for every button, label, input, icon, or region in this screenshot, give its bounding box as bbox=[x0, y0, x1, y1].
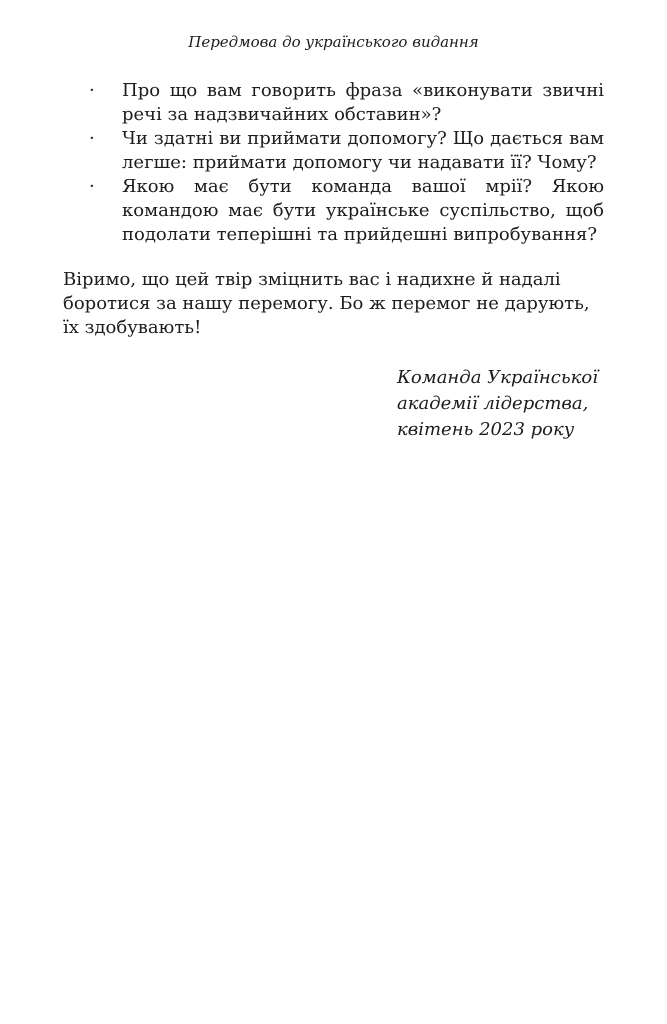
bullet-marker: · bbox=[89, 80, 95, 101]
list-item bbox=[63, 79, 604, 127]
signature-line: академії лідерства, bbox=[397, 393, 589, 414]
signature-line: Команда Української bbox=[397, 367, 598, 388]
list-item-text: Про що вам говорить фраза «виконувати звичні речі за надзвичайних обставин»? bbox=[122, 80, 604, 125]
signature-block bbox=[397, 365, 604, 443]
list-item bbox=[63, 175, 604, 247]
signature-line: квітень 2023 року bbox=[397, 419, 575, 440]
running-head: Передмова до українського видання bbox=[188, 33, 479, 51]
list-item bbox=[63, 127, 604, 175]
list-item-text: Якою має бути команда вашої мрії? Якою командою має бути українське суспільство, щоб подолати теперішні та прийдешні випробування? bbox=[122, 176, 604, 245]
closing-paragraph: Віримо, що цей твір зміцнить вас і надихне й надалі боротися за нашу перемогу. Бо ж перемог не дарують, їх здобувають! bbox=[63, 269, 590, 338]
page-content bbox=[63, 79, 604, 443]
question-list bbox=[63, 79, 604, 247]
list-item-text: Чи здатні ви приймати допомогу? Що дається вам легше: приймати допомогу чи надавати її? Чому? bbox=[122, 128, 604, 173]
bullet-marker: · bbox=[89, 176, 95, 197]
bullet-marker: · bbox=[89, 128, 95, 149]
